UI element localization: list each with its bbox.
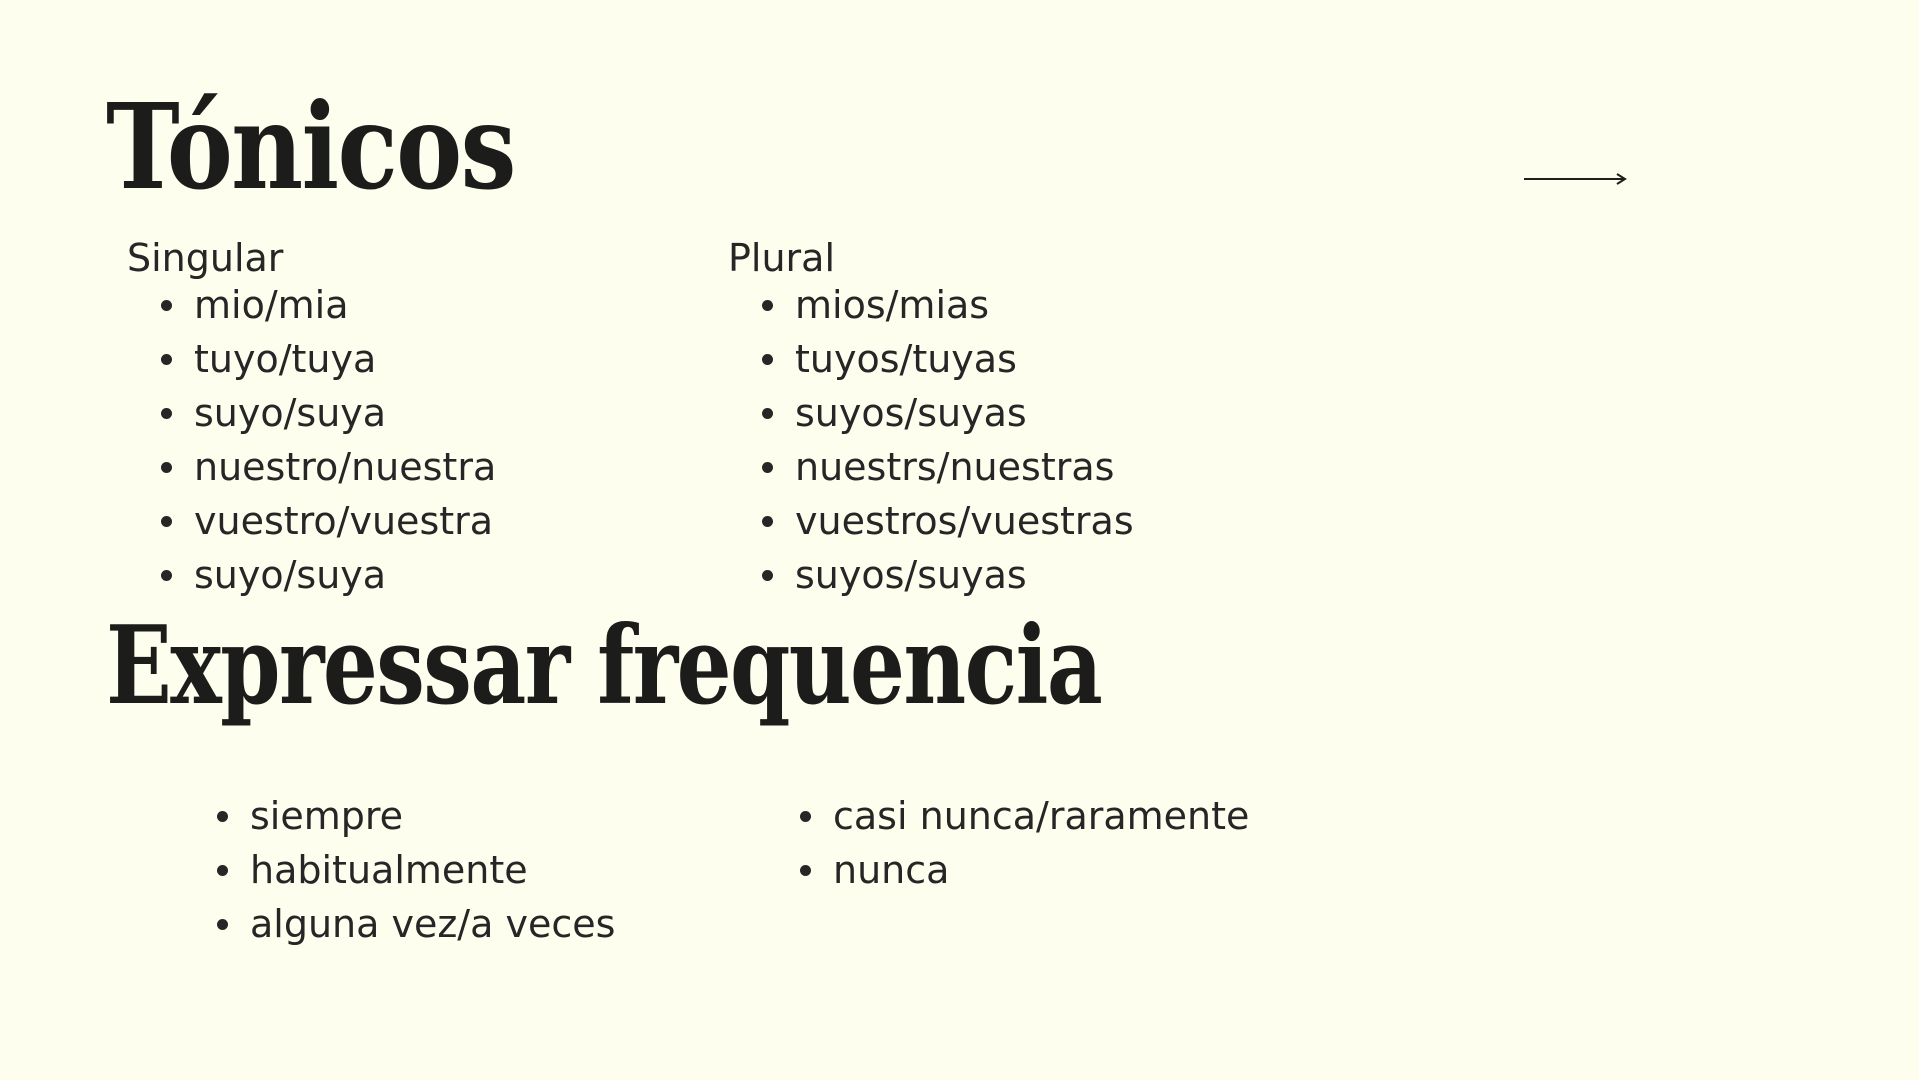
- list-item: nuestro/nuestra: [194, 440, 496, 494]
- list-item: alguna vez/a veces: [250, 897, 615, 951]
- bullet-icon: [800, 865, 811, 876]
- list-item: suyo/suya: [194, 386, 496, 440]
- list-item: tuyos/tuyas: [795, 332, 1134, 386]
- list-item: habitualmente: [250, 843, 615, 897]
- bullet-icon: [762, 462, 773, 473]
- bullet-icon: [762, 408, 773, 419]
- bullet-icon: [161, 570, 172, 581]
- frequency-list-left: [250, 789, 615, 951]
- list-item: suyos/suyas: [795, 386, 1134, 440]
- arrow-right-icon[interactable]: [1524, 170, 1628, 188]
- list-item: vuestro/vuestra: [194, 494, 496, 548]
- title-tonicos: Tónicos: [106, 77, 515, 216]
- list-item: suyos/suyas: [795, 548, 1134, 602]
- bullet-icon: [217, 811, 228, 822]
- singular-list: [194, 278, 496, 602]
- bullet-icon: [161, 354, 172, 365]
- bullet-icon: [762, 570, 773, 581]
- singular-heading: Singular: [127, 236, 284, 280]
- bullet-icon: [161, 462, 172, 473]
- plural-heading: Plural: [728, 236, 836, 280]
- bullet-icon: [161, 300, 172, 311]
- bullet-icon: [762, 354, 773, 365]
- plural-list: [795, 278, 1134, 602]
- list-item: casi nunca/raramente: [833, 789, 1249, 843]
- list-item: mios/mias: [795, 278, 1134, 332]
- bullet-icon: [161, 516, 172, 527]
- list-item: suyo/suya: [194, 548, 496, 602]
- bullet-icon: [217, 919, 228, 930]
- list-item: mio/mia: [194, 278, 496, 332]
- list-item: nuestrs/nuestras: [795, 440, 1134, 494]
- bullet-icon: [762, 516, 773, 527]
- list-item: siempre: [250, 789, 615, 843]
- frequency-list-right: [833, 789, 1249, 897]
- list-item: vuestros/vuestras: [795, 494, 1134, 548]
- list-item: nunca: [833, 843, 1249, 897]
- bullet-icon: [762, 300, 773, 311]
- bullet-icon: [800, 811, 811, 822]
- list-item: tuyo/tuya: [194, 332, 496, 386]
- title-expressar-frequencia: Expressar frequencia: [106, 603, 1102, 729]
- bullet-icon: [217, 865, 228, 876]
- bullet-icon: [161, 408, 172, 419]
